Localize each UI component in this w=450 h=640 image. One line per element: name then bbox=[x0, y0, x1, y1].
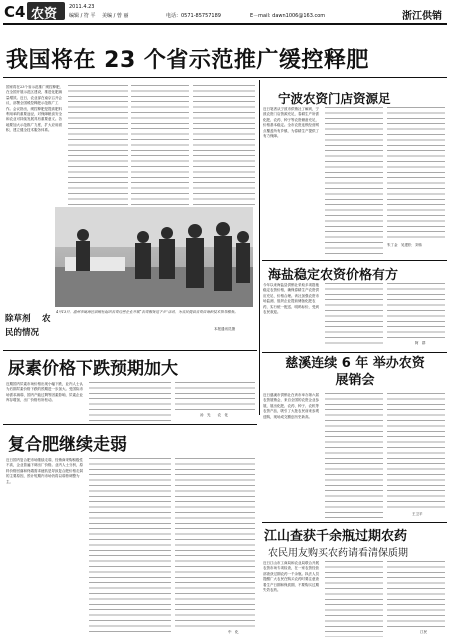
cixi-rule bbox=[262, 522, 447, 523]
urea-body: 近期国内尿素市场价格出现小幅下跌，业内人士认为后期尿素价格下跌的预期进一步加大。受国际市场需求减弱、国内产能过剩等因素影响，尿素企业库存增加，出厂价格有所松动。 bbox=[6, 382, 83, 403]
farmers-crowd-photo bbox=[55, 207, 253, 307]
jiangshan-text-col2 bbox=[325, 561, 383, 637]
ningbo-body: 近日笔者从宁波市供销社了解到，宁波农资门店资源充足，春耕生产所需化肥、农药、种子等农资储备充足，价格基本稳定。全市农资连锁经营网点覆盖所有乡镇，为春耕生产提供了有力保障。 bbox=[263, 107, 319, 139]
urea-text-col3 bbox=[175, 382, 255, 412]
lead-rule bbox=[3, 77, 447, 78]
jiangshan-subhead: 农民用友购买农药请看清保质期 bbox=[268, 548, 408, 559]
compound-text-col3 bbox=[175, 458, 255, 628]
news-photo bbox=[55, 207, 253, 307]
email: E－mail: dawn1006@163.com bbox=[250, 13, 326, 19]
section-name: 农资 bbox=[31, 7, 58, 22]
lead-text-col2 bbox=[68, 85, 128, 205]
compound-byline: 中 化 bbox=[228, 630, 239, 634]
ningbo-headline: 宁波农资门店资源足 bbox=[278, 91, 391, 106]
haiyan-text-col2 bbox=[325, 283, 383, 347]
lead-text-col3 bbox=[131, 85, 189, 205]
photo-caption-title: 除草剂 农民的情况 bbox=[5, 314, 51, 338]
page-number: C4 bbox=[4, 3, 26, 21]
ningbo-rule bbox=[262, 260, 447, 261]
cixi-byline: 王卫平 bbox=[412, 512, 423, 516]
haiyan-text-col3 bbox=[387, 283, 445, 339]
urea-text-col2 bbox=[89, 382, 171, 422]
lead-headline: 我国将在 23 个省示范推广缓控释肥 bbox=[6, 48, 369, 73]
lead-text-col4 bbox=[193, 85, 255, 205]
urea-headline: 尿素价格下跌预期加大 bbox=[8, 359, 178, 379]
compound-body: 近日国内复合肥市场继续走弱，经销商采购积极性不高，企业普遍下调出厂价格。业内人士分析，原料价格回落和终端需求疲软是导致复合肥价格走弱的主要原因，预计短期内市场仍将以弱势调整为主。 bbox=[6, 458, 83, 484]
jiangshan-byline: 江民 bbox=[420, 630, 427, 634]
compound-text-col2 bbox=[89, 458, 171, 636]
edition-name: 浙江供销 bbox=[402, 11, 442, 22]
jiangshan-headline: 江山查获千余瓶过期农药 bbox=[264, 529, 408, 544]
compound-headline: 复合肥继续走弱 bbox=[8, 435, 127, 455]
issue-date: 2011.4.23 bbox=[69, 4, 95, 10]
urea-rule bbox=[3, 350, 257, 351]
section-tag bbox=[27, 2, 65, 20]
haiyan-body: 今年以来海盐县供销社采取多项措施稳定农资价格，确保春耕生产农资供应充足、价格合理。该社加强农资市场监测，组织企业提前储备化肥农药，实行统一配送、明码标价，受到农民欢迎。 bbox=[263, 283, 319, 315]
masthead-rule bbox=[3, 23, 447, 25]
photo-caption: 4月13日，温州市瓯海区供销社组织农资经营企业开展“农资服务送下乡”活动，为农民提供农资咨询和技术指导服务。 bbox=[56, 310, 238, 314]
haiyan-headline: 海盐稳定农资价格有方 bbox=[268, 268, 399, 283]
cixi-headline bbox=[280, 355, 430, 389]
haiyan-byline: 阿 群 bbox=[415, 341, 426, 345]
lead-article-body: 国家将在23个省示范推广缓控释肥，在全国开展示范区建设，推进化肥减量增效。近日，农业部在南京召开会议，部署全国缓控释肥示范推广工作。会议指出，缓控释肥是提高肥料利用率的重要途径，对保障粮食安全和农业可持续发展具有重要意义。各地要加大示范推广力度，扩大应用面积，建立健全技术服务体系。 bbox=[6, 85, 63, 133]
urea-end-rule bbox=[3, 424, 257, 425]
cixi-text-col3 bbox=[387, 393, 445, 510]
phone: 电话：0571-85757189 bbox=[166, 13, 221, 19]
ningbo-text-col3 bbox=[387, 107, 445, 239]
cixi-body: 近日慈溪市供销社在该市举办第六届农资展销会，来自全国的农资企业参展，展出化肥、农药、种子、农机等农资产品，吸引了大批农民前来参观选购，现场成交额创历史新高。 bbox=[263, 393, 319, 419]
cixi-headline-text: 慈溪连续 6 年 举办农资展销会 bbox=[285, 356, 425, 388]
urea-byline: 汤 光 农 化 bbox=[200, 413, 228, 417]
editor-line: 编辑 / 符 平 美编 / 曾 丽 bbox=[69, 13, 129, 19]
photo-credit: 本报通讯员摄 bbox=[200, 327, 235, 331]
ningbo-text-col2 bbox=[325, 107, 383, 255]
cixi-text-col2 bbox=[325, 393, 383, 518]
haiyan-rule bbox=[262, 352, 447, 353]
ningbo-byline: 朱丁金 吴建松 刘伟 bbox=[387, 243, 422, 247]
jiangshan-text-col3 bbox=[387, 561, 445, 629]
jiangshan-body: 近日江山市工商局和农业局联合开展农资市场专项检查，在一家农资经营部查获过期农药一千余瓶。执法人员提醒广大农民在购买农药时要注意查看生产日期和保质期，不要购买过期失效农药。 bbox=[263, 561, 319, 593]
column-divider bbox=[259, 80, 260, 415]
photo-caption-box bbox=[5, 300, 53, 347]
